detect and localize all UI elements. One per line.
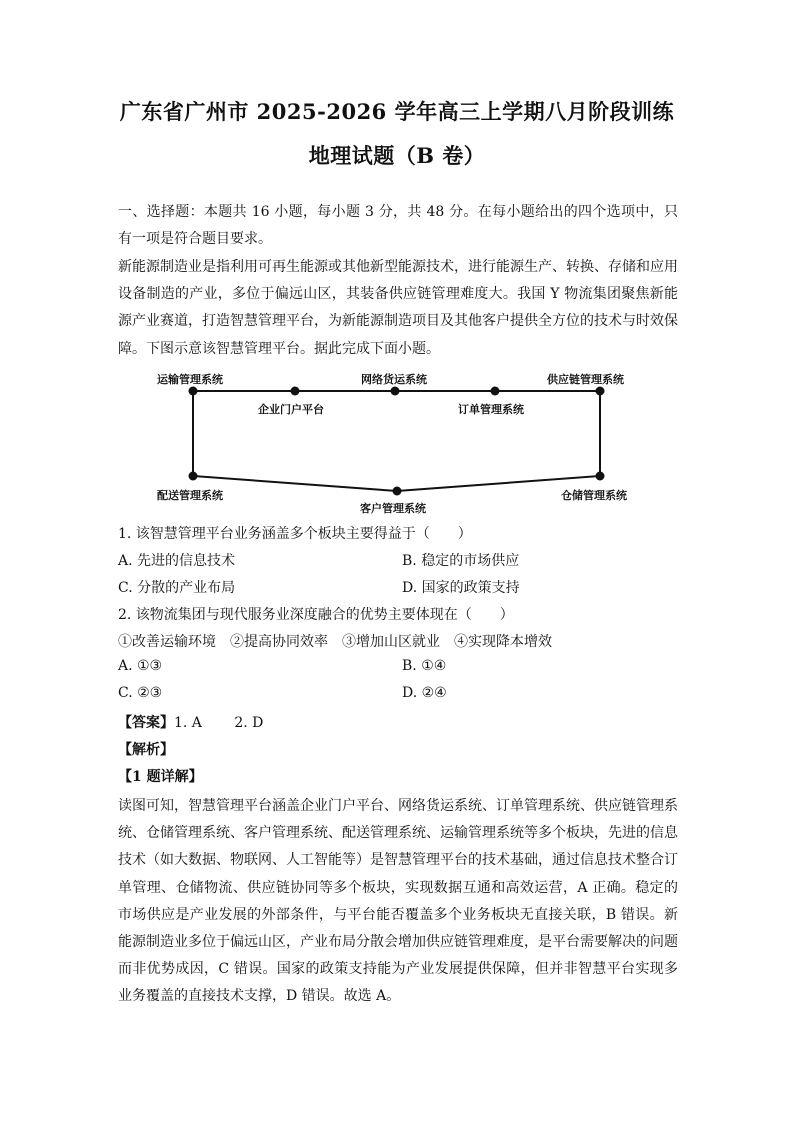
label-portal: 企业门户平台 bbox=[258, 403, 324, 416]
label-supply: 供应链管理系统 bbox=[547, 373, 624, 386]
title-line-2: 地理试题（B 卷） bbox=[308, 143, 486, 168]
label-warehouse: 仓储管理系统 bbox=[561, 489, 627, 502]
label-order: 订单管理系统 bbox=[458, 403, 524, 416]
node-order bbox=[491, 387, 500, 396]
q2-items: ①改善运输环境 ②提高协同效率 ③增加山区就业 ④实现降本增效 bbox=[118, 634, 552, 650]
q2-option-a: A. ①③ bbox=[118, 658, 163, 674]
answer-text: 1. A 2. D bbox=[174, 715, 264, 731]
q1-option-b: B. 稳定的市场供应 bbox=[402, 553, 520, 569]
q2-option-d: D. ②④ bbox=[402, 685, 447, 701]
q2-option-c: C. ②③ bbox=[118, 685, 163, 701]
answer-label: 【答案】 bbox=[118, 715, 174, 731]
node-transport bbox=[189, 387, 198, 396]
title-line-1: 广东省广州市 2025-2026 学年高三上学期八月阶段训练 bbox=[119, 99, 675, 124]
node-customer bbox=[393, 487, 402, 496]
section-intro: 一、选择题：本题共 16 小题，每小题 3 分，共 48 分。在每小题给出的四个选项中，只有一项是符合题目要求。 bbox=[118, 204, 678, 248]
detail-label: 【1 题详解】 bbox=[118, 769, 203, 785]
node-freight bbox=[391, 387, 400, 396]
label-customer: 客户管理系统 bbox=[360, 502, 426, 515]
explanation-paragraph: 读图可知，智慧管理平台涵盖企业门户平台、网络货运系统、订单管理系统、供应链管理系统、仓储管理系统、客户管理系统、配送管理系统、运输管理系统等多个板块，先进的信息技术（如大数据、物联网、人工智能等）是智慧管理平台的技术基础，通过信息技术整合订单管理、仓储物流、供应链协同等多个板块，实现数据互通和高效运营，A 正确。稳定的市场供应是产业发展的外部条件，与平台能否覆盖多个业务板块无直接关联，B 错误。新能源制造业多位于偏远山区，产业布局分散会增加供应链管理难度，是平台需要解决的问题而非优势成因，C 错误。国家的政策支持能为产业发展提供保障，但并非智慧平台实现多业务覆盖的直接技术支撑，D 错误。故选 A。 bbox=[118, 798, 678, 1005]
label-delivery: 配送管理系统 bbox=[157, 489, 223, 502]
material-paragraph: 新能源制造业是指利用可再生能源或其他新型能源技术，进行能源生产、转换、存储和应用设备制造的产业，多位于偏远山区，其装备供应链管理难度大。我国 Y 物流集团聚焦新能源产业赛道，打造智慧管理平台，为新能源制造项目及其他客户提供全方位的技术与时效保障。下图示意该智慧管理平台。据此完成下面小题。 bbox=[118, 259, 678, 357]
q1-option-c: C. 分散的产业布局 bbox=[118, 580, 236, 596]
q2-option-b: B. ①④ bbox=[402, 658, 447, 674]
answer-line bbox=[118, 712, 263, 732]
node-delivery bbox=[189, 472, 198, 481]
analysis-label: 【解析】 bbox=[118, 742, 174, 758]
q1-option-d: D. 国家的政策支持 bbox=[402, 580, 520, 596]
node-warehouse bbox=[596, 472, 605, 481]
label-freight: 网络货运系统 bbox=[361, 373, 427, 386]
q2-stem: 2. 该物流集团与现代服务业深度融合的优势主要体现在（ ） bbox=[118, 607, 514, 623]
node-portal bbox=[291, 387, 300, 396]
platform-diagram bbox=[145, 366, 655, 516]
q1-option-a: A. 先进的信息技术 bbox=[118, 553, 236, 569]
q1-stem: 1. 该智慧管理平台业务涵盖多个板块主要得益于（ ） bbox=[118, 526, 472, 542]
node-supply bbox=[596, 387, 605, 396]
label-transport: 运输管理系统 bbox=[157, 373, 223, 386]
